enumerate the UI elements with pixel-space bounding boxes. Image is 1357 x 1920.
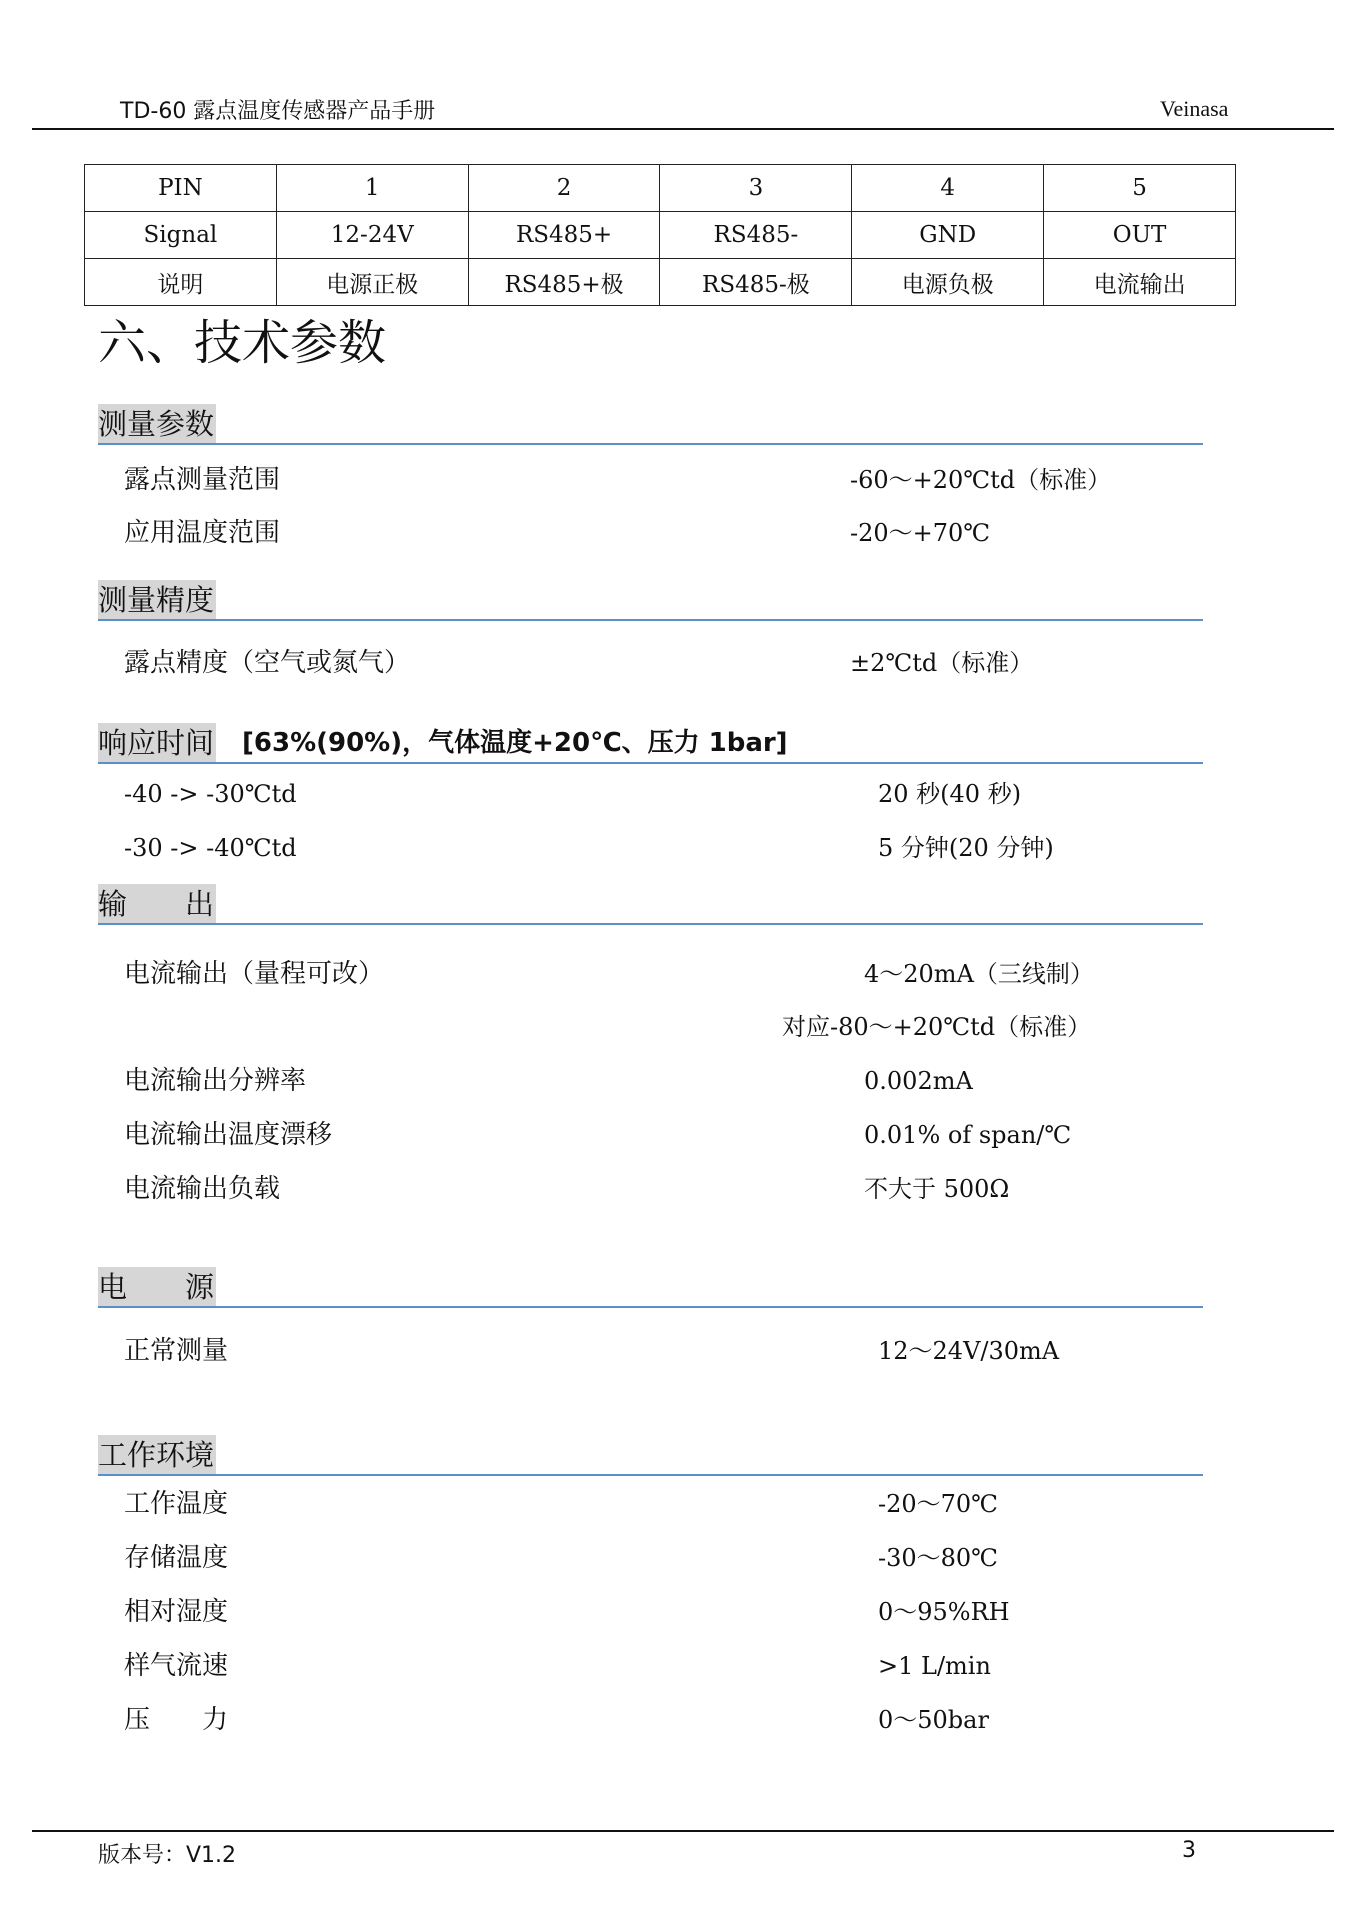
param-value: -20～70℃ — [878, 1490, 999, 1518]
param-value: 不大于 500Ω — [864, 1175, 1010, 1203]
section-divider — [98, 762, 1203, 764]
param-label: 露点精度（空气或氮气） — [124, 648, 411, 678]
param-label: 相对湿度 — [124, 1597, 229, 1627]
section-divider — [98, 923, 1203, 925]
table-cell: RS485- — [660, 212, 852, 259]
table-cell: PIN — [85, 165, 277, 212]
table-cell: RS485-极 — [660, 259, 852, 306]
param-label: -40 -> -30℃td — [124, 780, 297, 808]
chapter-heading: 六、技术参数 — [98, 315, 387, 371]
param-label: 电流输出温度漂移 — [124, 1120, 333, 1150]
section-divider — [98, 443, 1203, 445]
param-label: -30 -> -40℃td — [124, 834, 297, 862]
param-value: 0.01% of span/℃ — [864, 1121, 1072, 1149]
table-cell: 2 — [468, 165, 660, 212]
param-label: 工作温度 — [124, 1489, 229, 1519]
param-label: 电流输出（量程可改） — [124, 959, 385, 989]
table-cell: 电流输出 — [1044, 259, 1236, 306]
section-heading-accuracy: 测量精度 — [98, 580, 216, 620]
param-label: 压 力 — [124, 1705, 229, 1735]
table-cell: OUT — [1044, 212, 1236, 259]
table-cell: 4 — [852, 165, 1044, 212]
section-heading-response-time: 响应时间 — [98, 723, 216, 763]
section-divider — [98, 1474, 1203, 1476]
param-value: 0～95%RH — [878, 1598, 1010, 1626]
section-heading-environment: 工作环境 — [98, 1435, 216, 1475]
section-divider — [98, 1306, 1203, 1308]
param-label: 样气流速 — [124, 1651, 229, 1681]
section-heading-power: 电 源 — [98, 1267, 216, 1307]
table-cell: 3 — [660, 165, 852, 212]
table-row — [85, 165, 1236, 212]
param-value: -20～+70℃ — [850, 519, 991, 547]
param-value: 0.002mA — [864, 1067, 973, 1095]
param-value: -60～+20℃td（标准） — [850, 466, 1112, 494]
table-row — [85, 259, 1236, 306]
param-value: -30～80℃ — [878, 1544, 999, 1572]
param-value: >1 L/min — [878, 1652, 991, 1680]
brand-name: Veinasa — [1160, 96, 1229, 121]
table-cell: 电源负极 — [852, 259, 1044, 306]
param-label: 露点测量范围 — [124, 465, 281, 495]
header-divider — [32, 128, 1334, 130]
section-heading-measure-params: 测量参数 — [98, 404, 216, 444]
table-row — [85, 212, 1236, 259]
param-value: ±2℃td（标准） — [850, 649, 1034, 677]
param-value: 4～20mA（三线制） — [864, 960, 1094, 988]
param-value: 12～24V/30mA — [878, 1337, 1060, 1365]
table-cell: 12-24V — [276, 212, 468, 259]
param-value: 20 秒(40 秒) — [878, 780, 1022, 808]
table-cell: 5 — [1044, 165, 1236, 212]
table-cell: 说明 — [85, 259, 277, 306]
table-cell: Signal — [85, 212, 277, 259]
section-heading-output: 输 出 — [98, 884, 216, 924]
table-cell: GND — [852, 212, 1044, 259]
document-title: TD-60 露点温度传感器产品手册 — [120, 99, 436, 124]
version-label: 版本号：V1.2 — [98, 1843, 237, 1868]
footer-divider — [32, 1830, 1334, 1832]
param-label: 电流输出分辨率 — [124, 1066, 307, 1096]
param-label: 存储温度 — [124, 1543, 229, 1573]
param-label: 正常测量 — [124, 1336, 229, 1366]
section-divider — [98, 619, 1203, 621]
page-number: 3 — [1182, 1838, 1196, 1863]
param-value: 对应-80～+20℃td（标准） — [782, 1013, 1092, 1041]
pin-definition-table — [84, 164, 1236, 306]
table-cell: 电源正极 — [276, 259, 468, 306]
response-conditions-note: [63%(90%)，气体温度+20℃、压力 1bar] — [242, 728, 788, 758]
param-value: 0～50bar — [878, 1706, 989, 1734]
table-cell: RS485+ — [468, 212, 660, 259]
param-label: 应用温度范围 — [124, 518, 281, 548]
table-cell: RS485+极 — [468, 259, 660, 306]
table-cell: 1 — [276, 165, 468, 212]
param-value: 5 分钟(20 分钟) — [878, 834, 1054, 862]
param-label: 电流输出负载 — [124, 1174, 281, 1204]
